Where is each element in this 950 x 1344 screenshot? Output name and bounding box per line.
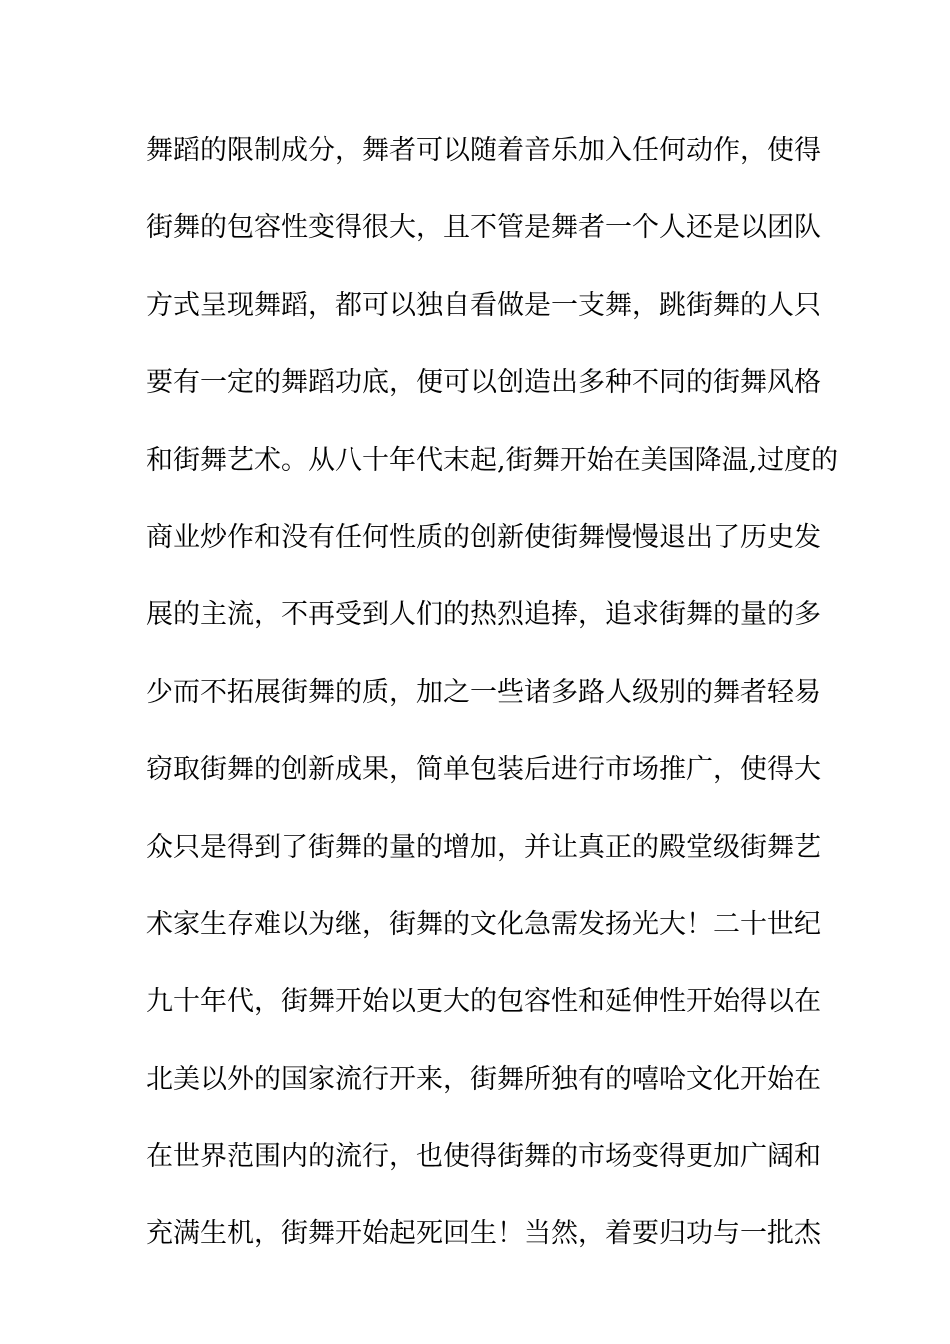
text-line: 众只是得到了街舞的量的增加，并让真正的殿堂级街舞艺 — [146, 831, 821, 863]
text-line: 商业炒作和没有任何性质的创新使街舞慢慢退出了历史发 — [146, 521, 821, 553]
text-line: 要有一定的舞蹈功底，便可以创造出多种不同的街舞风格 — [146, 367, 821, 399]
text-line: 和街舞艺术。从八十年代末起,街舞开始在美国降温,过度的 — [146, 444, 839, 476]
text-line: 北美以外的国家流行开来，街舞所独有的嘻哈文化开始在 — [146, 1063, 821, 1095]
text-line: 术家生存难以为继，街舞的文化急需发扬光大！二十世纪 — [146, 908, 821, 940]
text-line: 充满生机，街舞开始起死回生！当然，着要归功与一批杰 — [146, 1218, 821, 1250]
text-line: 窃取街舞的创新成果，简单包装后进行市场推广，使得大 — [146, 754, 821, 786]
text-line: 九十年代，街舞开始以更大的包容性和延伸性开始得以在 — [146, 986, 821, 1018]
text-line: 方式呈现舞蹈，都可以独自看做是一支舞，跳街舞的人只 — [146, 289, 821, 321]
body-paragraph — [146, 128, 839, 1289]
text-line: 少而不拓展街舞的质，加之一些诸多路人级别的舞者轻易 — [146, 676, 821, 708]
text-line: 在世界范围内的流行，也使得街舞的市场变得更加广阔和 — [146, 1141, 821, 1173]
text-line: 街舞的包容性变得很大，且不管是舞者一个人还是以团队 — [146, 212, 821, 244]
text-line: 舞蹈的限制成分，舞者可以随着音乐加入任何动作，使得 — [146, 135, 821, 166]
text-line: 展的主流，不再受到人们的热烈追捧，追求街舞的量的多 — [146, 599, 821, 631]
